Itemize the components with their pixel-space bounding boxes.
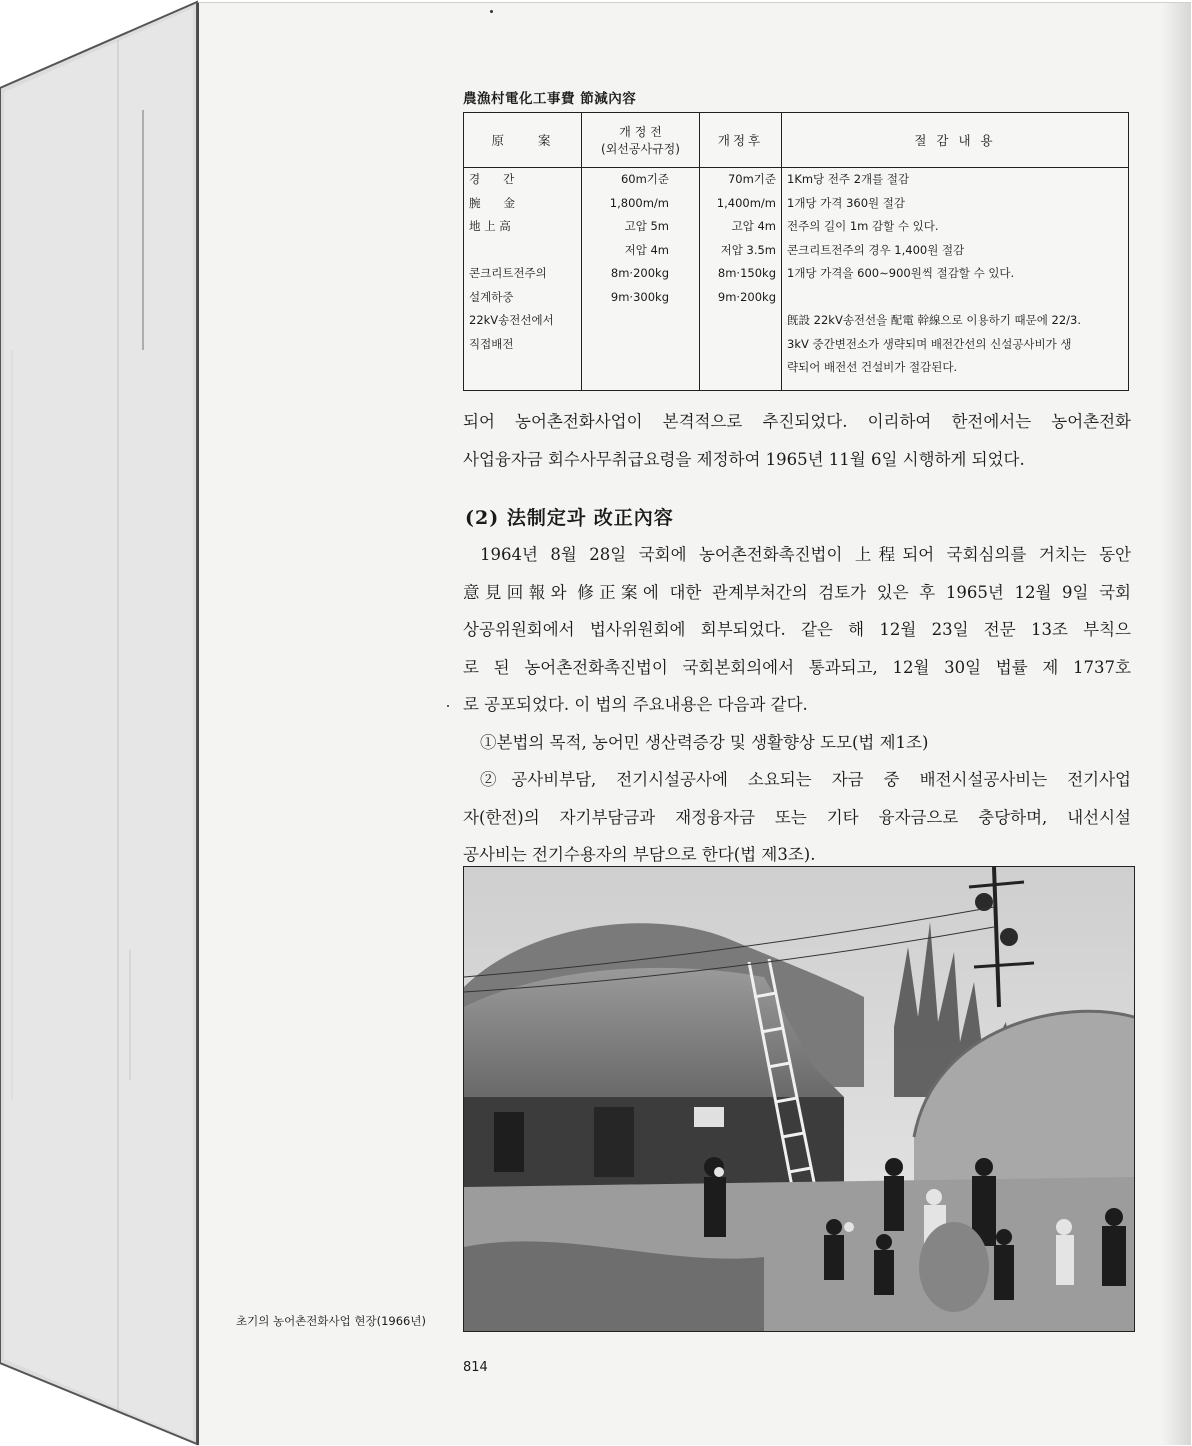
list-item-2-line: ②공사비부담, 전기시설공사에 소요되는 자금 중 배전시설공사비는 전기사업 (480, 770, 1131, 789)
table-cell: 腕 金 (469, 195, 515, 210)
table-cell: 저압 4m (624, 242, 669, 257)
photo-illustration (464, 867, 1134, 1331)
table-cell: 8m·200kg (610, 266, 669, 280)
table-cell: 1,800m/m (609, 195, 669, 210)
header-savings: 절 감 내 용 (782, 113, 1129, 168)
table-cell: 콘크리트전주의 (469, 266, 547, 280)
table-cell: 1,400m/m (716, 195, 776, 210)
book-edge (0, 0, 200, 1446)
text-line: 로 공포되었다. 이 법의 주요내용은 다음과 같다. (463, 695, 808, 714)
village-electrification-photo (463, 866, 1135, 1332)
table-cell: 旣設 22kV송전선을 配電 幹線으로 이용하기 때문에 22/3. (787, 313, 1081, 327)
text-line: 意見回報와 修正案에 대한 관계부처간의 검토가 있은 후 1965년 12월 9일 국회 (463, 582, 1131, 602)
table-header-row (464, 113, 1129, 168)
header-before (582, 113, 700, 168)
speck (490, 10, 493, 13)
table-body-row (464, 168, 1129, 391)
table-cell: 콘크리트전주의 경우 1,400원 절감 (787, 242, 965, 257)
table-cell: 설계하중 (469, 289, 514, 304)
column-before (582, 168, 700, 391)
table-cell: 70m기준 (727, 172, 776, 186)
list-item-1: ①본법의 목적, 농어민 생산력증강 및 생활향상 도모(법 제1조) (480, 732, 929, 752)
paragraph-intro (463, 403, 1131, 478)
column-after (700, 168, 782, 391)
table-cell: 9m·200kg (717, 289, 776, 304)
table-cell: 전주의 길이 1m 감할 수 있다. (787, 219, 939, 233)
text-line: 사업융자금 회수사무취급요령을 제정하여 1965년 11월 6일 시행하게 되었다. (463, 449, 1025, 469)
table-cell: 고압 5m (624, 219, 669, 233)
text-line: 상공위원회에서 법사위원회에 회부되었다. 같은 해 12월 23일 전문 13조 부칙으 (463, 620, 1131, 639)
table-cell: 략되어 배전선 건설비가 절감된다. (787, 360, 958, 374)
section-heading: (2) 法制定과 改正內容 (465, 507, 674, 529)
table-cell: 경 간 (469, 172, 515, 186)
text-line: 1964년 8월 28일 국회에 농어촌전화촉진법이 上程되어 국회심의를 거치는 동안 (480, 545, 1131, 564)
table-cell: 1Km당 전주 2개를 절감 (787, 172, 910, 186)
column-original (464, 168, 582, 391)
list-item-2-line: 공사비는 전기수용자의 부담으로 한다(법 제3조). (463, 845, 816, 864)
book-edge-graphic (0, 0, 200, 1446)
header-original: 原 案 (464, 113, 582, 168)
table-cell: 저압 3.5m (720, 242, 776, 257)
table-cell: 직접배전 (469, 336, 514, 351)
table-cell (782, 286, 1128, 310)
table-cell: 22kV송전선에서 (469, 313, 554, 327)
table-cell (464, 239, 581, 263)
page-shadow (1161, 3, 1191, 1445)
table-cell: 고압 4m (731, 219, 776, 233)
header-before-line2: (외선공사규정) (601, 142, 680, 156)
paragraph-law (463, 536, 1131, 874)
table-cell: 8m·150kg (717, 266, 776, 280)
table-cell: 9m·300kg (610, 289, 669, 304)
header-after: 개정후 (700, 113, 782, 168)
speck (447, 705, 449, 707)
table-cell: 1개당 가격을 600∼900원씩 절감할 수 있다. (787, 266, 1015, 280)
table-cell: 3kV 중간변전소가 생략되며 배전간선의 신설공사비가 생 (787, 336, 1072, 351)
text-line: 되어 농어촌전화사업이 본격적으로 추진되었다. 이리하여 한전에서는 농어촌전화 (463, 412, 1131, 431)
table-cell: 1개당 가격 360원 절감 (787, 195, 905, 210)
text-line: 로 된 농어촌전화촉진법이 국회본회의에서 통과되고, 12월 30일 법률 제 1737호 (463, 657, 1131, 677)
photo-caption: 초기의 농어촌전화사업 현장(1966년) (236, 1314, 426, 1328)
table-cell: 地 上 高 (469, 219, 511, 233)
table-cell: 60m기준 (620, 172, 669, 186)
column-savings (782, 168, 1129, 391)
table-title: 農漁村電化工事費 節減內容 (463, 91, 637, 107)
header-before-line1: 개 정 전 (619, 125, 662, 139)
savings-table (463, 112, 1129, 391)
page-number: 814 (463, 1360, 488, 1375)
list-item-2-line: 자(한전)의 자기부담금과 재정융자금 또는 기타 융자금으로 충당하며, 내선시설 (463, 807, 1131, 827)
